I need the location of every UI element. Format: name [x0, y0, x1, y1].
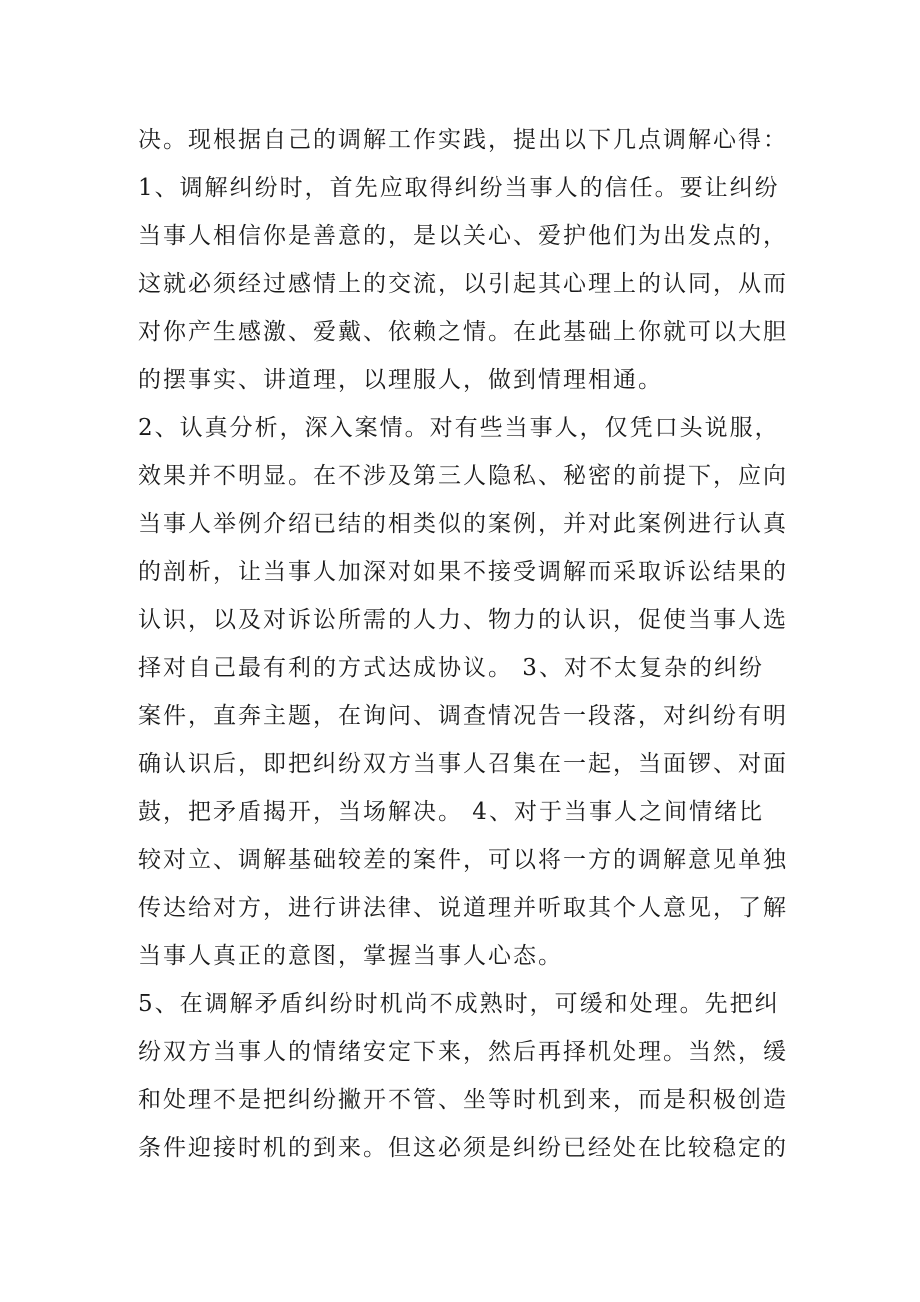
text-line: 决。现根据自己的调解工作实践，提出以下几点调解心得：	[138, 127, 788, 153]
text-line: 条件迎接时机的到来。但这必须是纠纷已经处在比较稳定的	[138, 1135, 788, 1161]
text-line: 传达给对方，进行讲法律、说道理并听取其个人意见，了解	[138, 895, 788, 921]
text-line: 较对立、调解基础较差的案件，可以将一方的调解意见单独	[138, 847, 788, 873]
text-line: 2、认真分析，深入案情。对有些当事人，仅凭口头说服，	[138, 415, 780, 441]
text-line: 和处理不是把纠纷撇开不管、坐等时机到来，而是积极创造	[138, 1087, 788, 1113]
text-line: 对你产生感激、爱戴、依赖之情。在此基础上你就可以大胆	[138, 319, 788, 345]
text-line: 的摆事实、讲道理，以理服人，做到情理相通。	[138, 367, 663, 393]
text-line: 当事人相信你是善意的，是以关心、爱护他们为出发点的，	[138, 223, 788, 249]
text-line: 的剖析，让当事人加深对如果不接受调解而采取诉讼结果的	[138, 559, 788, 585]
body-text	[138, 116, 818, 1172]
text-line: 1、调解纠纷时，首先应取得纠纷当事人的信任。要让纠纷	[138, 175, 780, 201]
text-line: 鼓，把矛盾揭开，当场解决。 4、对于当事人之间情绪比	[138, 799, 764, 825]
text-line: 案件，直奔主题，在询问、调查情况告一段落，对纠纷有明	[138, 703, 788, 729]
text-line: 确认识后，即把纠纷双方当事人召集在一起，当面锣、对面	[138, 751, 788, 777]
text-line: 这就必须经过感情上的交流，以引起其心理上的认同，从而	[138, 271, 788, 297]
text-line: 当事人举例介绍已结的相类似的案例，并对此案例进行认真	[138, 511, 788, 537]
text-line: 效果并不明显。在不涉及第三人隐私、秘密的前提下，应向	[138, 463, 788, 489]
text-line: 纷双方当事人的情绪安定下来，然后再择机处理。当然，缓	[138, 1039, 788, 1065]
text-line: 择对自己最有利的方式达成协议。 3、对不太复杂的纠纷	[138, 655, 764, 681]
text-line: 当事人真正的意图，掌握当事人心态。	[138, 943, 563, 969]
text-line: 认识，以及对诉讼所需的人力、物力的认识，促使当事人选	[138, 607, 788, 633]
text-line: 5、在调解矛盾纠纷时机尚不成熟时，可缓和处理。先把纠	[138, 991, 780, 1017]
